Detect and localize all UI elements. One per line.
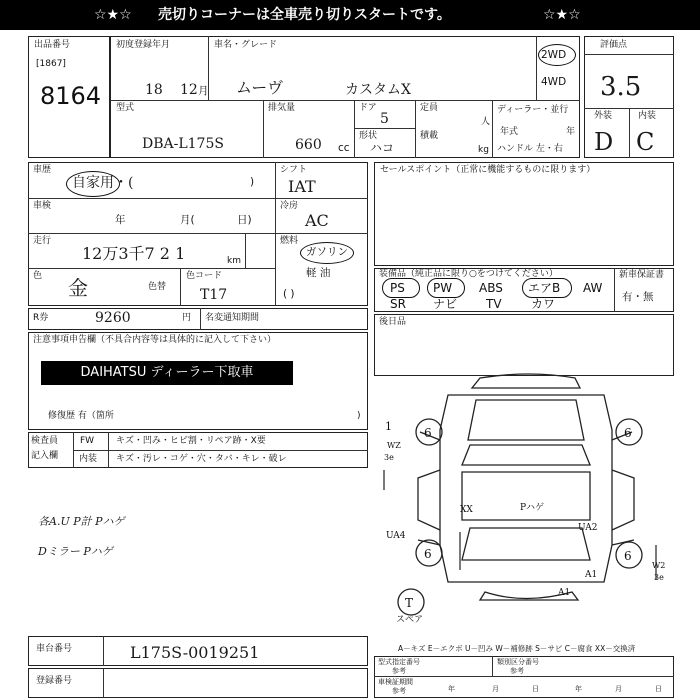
tire-front-right: 6: [624, 426, 632, 440]
cert-month-2: 月: [615, 685, 622, 693]
tire-front-left: 6: [424, 426, 432, 440]
notice-label: 名変通知期間: [205, 313, 260, 323]
inspection-day: 日): [237, 214, 252, 226]
color-value: 金: [68, 276, 88, 300]
fuel-label: 燃料: [280, 236, 299, 246]
dealer-tradein: DAIHATSU ディーラー下取車: [41, 361, 293, 385]
mark-a1a: A1: [585, 570, 598, 580]
car-name: ムーヴ: [236, 78, 284, 97]
registration-month-unit: 月: [198, 85, 209, 97]
mileage-value: 12万3千7 2 1: [82, 244, 186, 263]
color-code: T17: [200, 287, 228, 303]
equipment-airbag: エアB: [528, 281, 561, 295]
mark-a4: UA4: [386, 531, 406, 541]
equipment-navi: ナビ: [433, 297, 458, 311]
interior-score: C: [636, 128, 655, 156]
shift-label: シフト: [280, 165, 308, 175]
tire-rear-left: 6: [424, 547, 432, 561]
legend-text: A－キズ E－エクボ U－凹み W－補修跡 S－サビ C－腐食 XX－交換済: [398, 644, 636, 653]
reg-number-box: [28, 668, 368, 698]
mileage-label: 走行: [33, 236, 52, 246]
model-label: 型式: [116, 103, 135, 113]
inspector-entry: 記入欄: [31, 451, 59, 461]
spare-tire: T: [405, 596, 414, 610]
lot-label: 出品番号: [34, 40, 71, 50]
exterior-score: D: [594, 128, 614, 156]
type-reference: 参考: [392, 667, 406, 675]
registration-year: 18: [145, 82, 163, 98]
cert-period-label: 車検証期間: [378, 678, 413, 686]
registration-label: 初度登録年月: [116, 40, 171, 50]
dealer-label: ディーラー・並行: [497, 105, 569, 115]
score-label: 評価点: [600, 40, 628, 50]
fuel-gasoline: ガソリン: [306, 246, 348, 258]
car-outline: [418, 374, 634, 600]
chassis-value: L175S-0019251: [130, 643, 260, 662]
spare-label: スペア: [396, 615, 424, 625]
interior-label: 内装: [638, 111, 657, 121]
mark-w2: W2: [652, 561, 666, 570]
mark-3e: 3e: [654, 573, 664, 582]
capacity-label: 定員: [420, 103, 439, 113]
fuel-diesel: 軽 油: [306, 267, 331, 279]
mark-front-3e: 3e: [384, 453, 394, 462]
type-designation-label: 型式指定番号: [378, 658, 420, 666]
inspection-year: 年: [115, 214, 126, 226]
inspector-interior: 内装: [79, 454, 98, 464]
equipment-label: 装備品（純正品に限り○をつけてください）: [379, 269, 558, 279]
exterior-label: 外装: [594, 111, 613, 121]
mark-a1b: A1: [558, 588, 571, 598]
tire-rear-right: 6: [624, 549, 632, 563]
history-close: ): [250, 176, 255, 188]
reg-number-label: 登録番号: [36, 676, 73, 686]
year-unit: 年: [566, 127, 576, 137]
shift-value: IAT: [288, 177, 316, 196]
class-reference: 参考: [510, 667, 524, 675]
cert-month: 月: [492, 685, 499, 693]
color-code-label: 色コード: [186, 271, 223, 281]
inspector-fw: FW: [80, 436, 95, 446]
displacement-label: 排気量: [268, 103, 296, 113]
shape-value: ハコ: [370, 141, 395, 155]
cert-year-2: 年: [575, 685, 582, 693]
rear-label: 後日品: [379, 317, 407, 327]
cert-day-2: 日: [655, 685, 662, 693]
banner-stars-left: ☆★☆: [94, 7, 132, 23]
year-model-label: 年式: [500, 127, 519, 137]
registration-month: 12: [180, 82, 198, 98]
repair-close: ): [357, 411, 361, 421]
cert-reference: 参考: [392, 687, 406, 695]
ac-value: AC: [305, 211, 329, 230]
drive-4wd: 4WD: [541, 76, 567, 88]
inspection-label: 車検: [33, 201, 52, 211]
chassis-label: 車台番号: [36, 644, 73, 654]
mark-front-wz: WZ: [387, 441, 401, 450]
color-change-label: 色替: [148, 282, 167, 292]
equipment-sr: SR: [390, 297, 406, 311]
history-label: 車歴: [33, 165, 52, 175]
recycle-unit: 円: [182, 313, 192, 323]
lot-code: [1867]: [36, 59, 66, 69]
warranty-value: 有・無: [622, 291, 654, 303]
inspection-month: 月(: [180, 214, 195, 226]
fuel-other: ( ): [283, 288, 295, 300]
handle-label: ハンドル 左・右: [497, 144, 563, 154]
warranty-label: 新車保証書: [619, 270, 665, 280]
ac-label: 冷房: [280, 201, 299, 211]
equipment-aw: AW: [583, 281, 603, 295]
tire-circles: [398, 419, 642, 615]
equipment-ps: PS: [390, 281, 405, 295]
recycle-label: R券: [33, 313, 49, 323]
displacement-unit: cc: [338, 142, 350, 154]
cert-day: 日: [532, 685, 539, 693]
car-grade: カスタムX: [345, 82, 411, 98]
mark-front: 1: [385, 420, 392, 433]
score-value: 3.5: [600, 72, 642, 102]
equipment-abs: ABS: [479, 281, 503, 295]
banner-stars-right: ☆★☆: [543, 7, 581, 23]
equipment-pw: PW: [433, 281, 453, 295]
inspector-fw-items: キズ・凹み・ヒビ割・リペア跡・X要: [116, 436, 266, 446]
banner-text: 売切りコーナーは全車売り切りスタートです。: [158, 7, 451, 23]
doors-label: ドア: [359, 103, 377, 113]
mark-pw: Pハゲ: [520, 503, 545, 513]
drive-2wd: 2WD: [541, 49, 567, 61]
note-line-1: 各A.U P計 Pハゲ: [38, 515, 125, 528]
doors-value: 5: [380, 111, 389, 127]
inspector-label: 検査員: [31, 436, 59, 446]
recycle-value: 9260: [95, 310, 131, 326]
sales-label: セールスポイント（正常に機能するものに限ります）: [380, 165, 596, 175]
mark-a2: UA2: [578, 523, 598, 533]
note-line-2: Dミラー Pハゲ: [38, 545, 113, 558]
notes-label: 注意事項申告欄（不具合内容等は具体的に記入して下さい）: [33, 335, 277, 345]
cert-year: 年: [448, 685, 455, 693]
lot-number: 8164: [40, 82, 102, 110]
mark-x: XX: [460, 505, 473, 515]
capacity-unit: 人: [481, 117, 491, 127]
color-label: 色: [33, 271, 43, 281]
load-unit: kg: [478, 145, 489, 155]
mileage-unit: km: [227, 256, 241, 266]
class-number-label: 類別区分番号: [497, 658, 539, 666]
model-value: DBA-L175S: [142, 136, 224, 152]
inspector-interior-items: キズ・汚レ・コゲ・穴・タバ・キレ・破レ: [116, 454, 287, 464]
car-name-label: 車名・グレード: [214, 40, 278, 50]
load-label: 積載: [420, 131, 439, 141]
shape-label: 形状: [359, 131, 378, 141]
equipment-tv: TV: [486, 297, 502, 311]
repair-label: 修復歴 有（箇所: [48, 411, 114, 421]
displacement-value: 660: [295, 137, 322, 153]
equipment-leather: カワ: [531, 297, 556, 311]
history-value: 自家用・(: [72, 175, 134, 191]
